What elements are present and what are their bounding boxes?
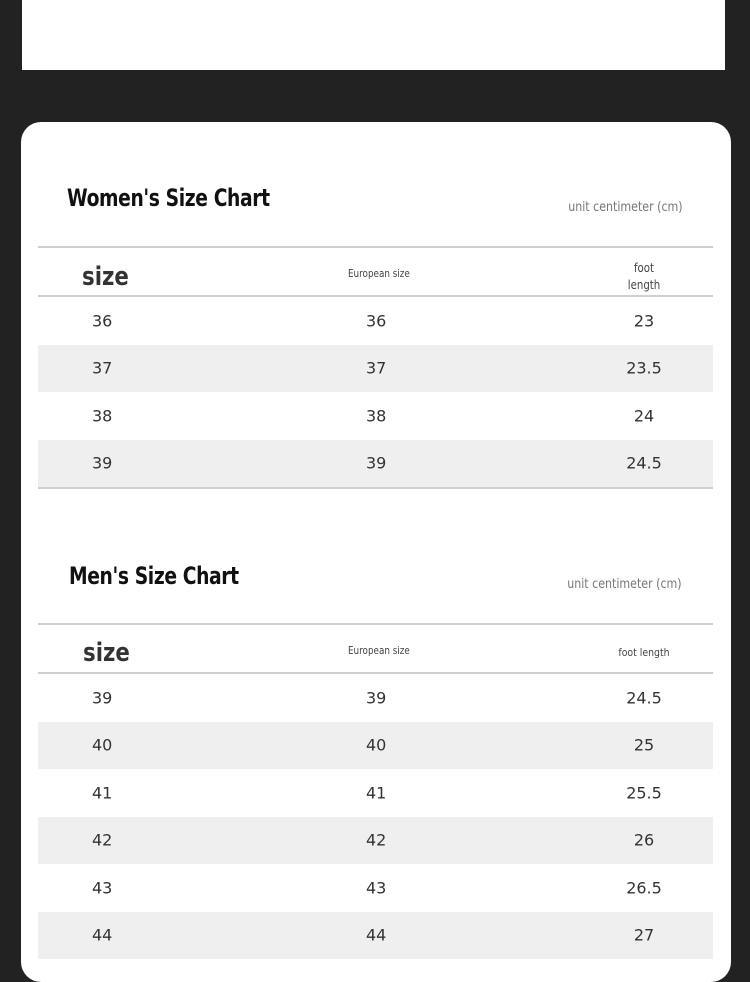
cell-foot-length: 25 <box>633 735 655 755</box>
cell-foot-length: 26.5 <box>626 878 662 898</box>
cell-size: 37 <box>92 358 113 378</box>
cell-european-size: 37 <box>366 358 387 378</box>
cell-european-size: 44 <box>366 925 387 945</box>
cell-foot-length: 25.5 <box>626 783 662 803</box>
size-chart-card <box>21 122 731 982</box>
cell-european-size: 38 <box>366 406 387 426</box>
header-foot-length: foot length <box>618 646 670 659</box>
header-european-size: European size <box>348 644 410 657</box>
table-header <box>38 248 713 297</box>
cell-foot-length: 26 <box>633 830 655 850</box>
cell-foot-length: 24 <box>633 406 655 426</box>
header-size: size <box>82 262 129 292</box>
womens-unit-label: unit centimeter (cm) <box>568 200 683 215</box>
cell-foot-length: 24.5 <box>626 688 662 708</box>
cell-size: 44 <box>92 925 113 945</box>
mens-size-table <box>38 623 713 959</box>
cell-size: 41 <box>92 783 113 803</box>
table-row <box>38 345 713 393</box>
header-foot-length: foot length <box>627 261 661 292</box>
table-row <box>38 912 713 960</box>
cell-european-size: 43 <box>366 878 387 898</box>
cell-size: 43 <box>92 878 113 898</box>
header-european-size: European size <box>348 267 410 280</box>
cell-size: 40 <box>92 735 113 755</box>
top-white-panel <box>22 0 725 70</box>
cell-size: 39 <box>92 688 113 708</box>
table-row <box>38 817 713 865</box>
cell-european-size: 39 <box>366 453 387 473</box>
cell-foot-length: 24.5 <box>626 453 662 473</box>
table-row <box>38 769 713 817</box>
table-row <box>38 864 713 912</box>
womens-size-table <box>38 246 713 489</box>
cell-size: 36 <box>92 311 113 331</box>
cell-european-size: 42 <box>366 830 387 850</box>
table-row <box>38 674 713 722</box>
cell-european-size: 36 <box>366 311 387 331</box>
cell-foot-length: 23 <box>633 311 655 331</box>
table-row <box>38 440 713 488</box>
table-row <box>38 722 713 770</box>
cell-european-size: 41 <box>366 783 387 803</box>
cell-size: 38 <box>92 406 113 426</box>
cell-foot-length: 27 <box>633 925 655 945</box>
table-bottom-rule <box>38 487 713 489</box>
cell-size: 39 <box>92 453 113 473</box>
table-row <box>38 392 713 440</box>
cell-european-size: 39 <box>366 688 387 708</box>
cell-size: 42 <box>92 830 113 850</box>
mens-unit-label: unit centimeter (cm) <box>567 577 682 592</box>
table-header <box>38 625 713 674</box>
cell-european-size: 40 <box>366 735 387 755</box>
mens-chart-title: Men's Size Chart <box>69 562 239 590</box>
womens-chart-title: Women's Size Chart <box>67 184 270 212</box>
cell-foot-length: 23.5 <box>626 358 662 378</box>
table-row <box>38 297 713 345</box>
header-size: size <box>83 638 130 668</box>
